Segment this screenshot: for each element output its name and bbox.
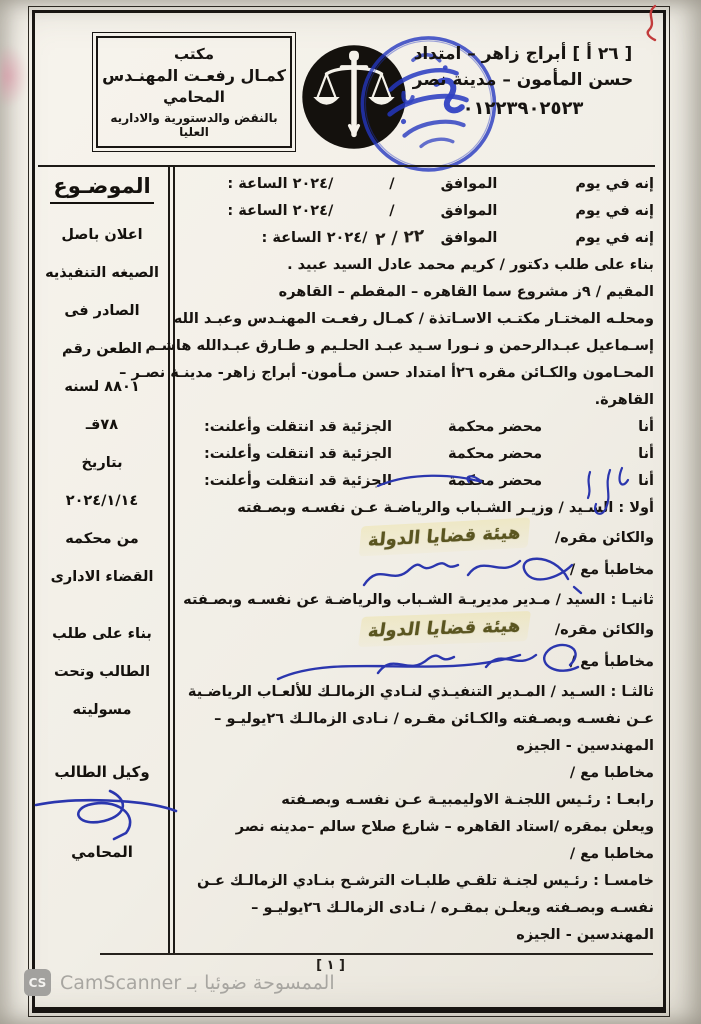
office-address-block — [389, 44, 657, 119]
date-agree-label: الموافق — [440, 203, 498, 219]
party-fourth-line: ويعلن بمقره /استاد القاهره – شارع صلاح سالم –مدينه نصر — [235, 819, 654, 835]
address-line: [ ٢٦ أ ] أبراج زاهر – امتداد — [413, 44, 633, 64]
clerk-signature — [578, 464, 634, 518]
residence-handwritten: هيئة قضايا الدولة — [358, 611, 531, 647]
addressed-with-label: مخاطبأ مع / — [569, 654, 654, 670]
header-separator-line — [38, 165, 655, 167]
party-fourth-line: رابعـا : رئـيس اللجنـة الاوليمبيـة عـن نفسـه وبصـفته — [281, 792, 654, 808]
clerk-ana-label: أنا — [638, 473, 654, 489]
red-pen-mark — [641, 4, 663, 42]
office-box-line: المحامي — [163, 88, 225, 106]
date-handwritten-value: ٢٢ / ٢ — [375, 225, 425, 251]
intro-line: إسـماعيل عبـدالرحمن و نـورا سـيد عبـد الحلـيم و طـارق عبـدالله هاشـم — [145, 338, 654, 354]
party-fifth-line: نفسـه وبصـفته ويعلـن بمقـره / نـادى الزمالـك ٢٦يوليـو – — [251, 900, 654, 916]
date-slash: / — [389, 203, 395, 219]
request-line: مسوليته — [72, 702, 132, 718]
party-addressed-row — [180, 645, 654, 679]
party-second-line: ثانيـا : السيد / مـدير مديريـة الشـباب والرياضـة عن نفسـه وبصـفته — [183, 592, 654, 608]
residence-handwritten: هيئة قضايا الدولة — [359, 517, 530, 556]
party-signature — [268, 543, 588, 605]
subject-line: ٧٨قـ — [85, 417, 119, 433]
office-box-line: بالنقض والدستورية والاداريه العليا — [110, 111, 278, 139]
subject-sidebar — [38, 174, 166, 861]
subject-line: الطعن رقم — [61, 341, 143, 357]
party-third-line: ثالثـا : السـيد / المـدير التنفيـذي لنـادي الزمالـك للألعـاب الرياضـية — [187, 684, 654, 700]
clerk-label: محضر محكمة — [447, 419, 543, 435]
date-row — [180, 171, 654, 198]
page-number: [ ١ ] — [316, 958, 345, 973]
intro-line: ومحلـه المختـار مكتـب الاسـاتذة / كمـال رفعـت المهنـدس وعبـد الله — [173, 311, 654, 327]
party-third-line: المهندسين - الجيزه — [516, 738, 654, 754]
clerk-ana-label: أنا — [638, 419, 654, 435]
residence-label: والكائن مقره/ — [554, 622, 654, 638]
clerk-swoosh-mark — [374, 468, 486, 492]
subject-line: القضاء الادارى — [50, 569, 154, 585]
watermark-text: الممسوحة ضوئيا بـ CamScanner — [60, 971, 335, 994]
subject-line: الصيغه التنفيذيه — [45, 265, 159, 281]
agent-label: وكيل الطالب — [54, 763, 150, 781]
date-row — [180, 225, 654, 252]
phone-number: ٠١٢٢٣٩٠٢٥٢٣ — [462, 98, 584, 119]
addressed-with-label: مخاطبا مع / — [569, 846, 654, 862]
subject-title: الموضـوع — [50, 174, 153, 204]
addressed-with-label: مخاطبأ مع / — [569, 562, 654, 578]
party-fifth-line: خامسـا : رئـيس لجنـة تلقـي طلبـات الترشـح بنـادي الزمالـك عـن — [196, 873, 654, 889]
camscanner-badge-icon: CS — [24, 969, 51, 996]
addressed-with-label: مخاطبا مع / — [569, 765, 654, 781]
clerk-row — [180, 468, 654, 495]
subject-line: من محكمه — [65, 531, 139, 547]
date-slash: / — [389, 176, 395, 192]
subject-line: اعلان باصل — [61, 227, 143, 243]
clerk-row — [180, 414, 654, 441]
clerk-ana-label: أنا — [638, 446, 654, 462]
request-line: بناء على طلب — [52, 626, 152, 642]
party-addressed-row — [180, 553, 654, 587]
law-office-box — [96, 36, 292, 148]
date-agree-label: الموافق — [440, 230, 498, 246]
date-year-label: /٢٠٢٤ الساعة : — [227, 203, 334, 219]
date-row — [180, 198, 654, 225]
date-agree-label: الموافق — [440, 176, 498, 192]
office-box-line: كمـال رفعـت المهنـدس — [102, 66, 286, 85]
document-body — [119, 171, 654, 949]
lawyer-label: المحامي — [71, 843, 133, 861]
office-box-line: مكتب — [173, 45, 214, 63]
date-year-label: /٢٠٢٤ الساعة : — [261, 230, 368, 246]
date-day-label: إنه في يوم — [575, 203, 654, 219]
intro-line: المحـامون والكـائن مقره ٢٦أ امتداد حسن مـأمون- أبراج زاهر- مدينـة نصـر – — [119, 365, 654, 381]
party-first-line: أولا : السـيد / وزيـر الشـباب والرياضـة عـن نفسـه وبصـفته — [237, 500, 654, 516]
address-line: حسن المأمون – مدينة نصر — [412, 70, 634, 90]
date-day-label: إنه في يوم — [575, 176, 654, 192]
party-fifth-line: المهندسين - الجيزه — [516, 927, 654, 943]
clerk-rest-label: الجزئية قد انتقلت وأعلنت: — [203, 419, 392, 435]
party-third-line: عـن نفسـه وبصـفته والكـائن مقـره / نـادى الزمالـك ٢٦يوليـو – — [214, 711, 654, 727]
request-line: الطالب وتحت — [53, 664, 151, 680]
clerk-rest-label: الجزئية قد انتقلت وأعلنت: — [203, 473, 392, 489]
subject-line: ٢٠٢٤/١/١٤ — [65, 493, 139, 509]
clerk-rest-label: الجزئية قد انتقلت وأعلنت: — [203, 446, 392, 462]
pink-ink-smudge — [0, 44, 28, 108]
intro-line: بناء على طلب دكتور / كريم محمد عادل السيد عبيد . — [287, 257, 654, 273]
subject-line: بتاريخ — [81, 455, 123, 471]
subject-line: ٨٨٠١ لسنه — [64, 379, 140, 395]
clerk-label: محضر محكمة — [447, 473, 543, 489]
residence-label: والكائن مقره/ — [554, 530, 654, 546]
intro-line: المقيم / ٩ز مشروع سما القاهره – المقطم – القاهره — [278, 284, 654, 300]
footer-rule — [100, 953, 653, 955]
intro-line: القاهرة. — [594, 392, 654, 408]
date-year-label: /٢٠٢٤ الساعة : — [227, 176, 334, 192]
subject-line: الصادر فى — [64, 303, 140, 319]
date-day-label: إنه في يوم — [575, 230, 654, 246]
agent-signature — [38, 781, 180, 843]
clerk-label: محضر محكمة — [447, 446, 543, 462]
camscanner-watermark — [24, 969, 335, 996]
party-signature — [258, 635, 588, 699]
